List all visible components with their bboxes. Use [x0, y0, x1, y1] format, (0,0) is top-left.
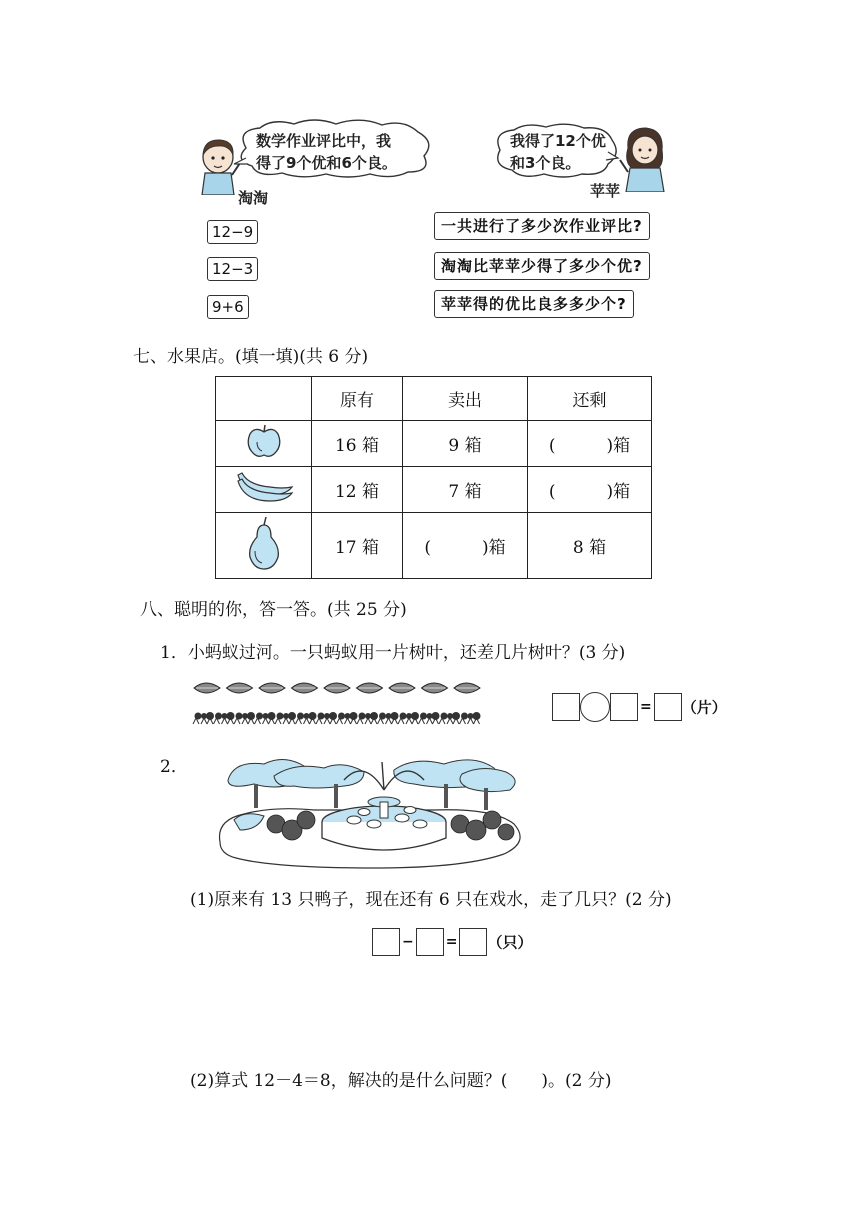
ant-leg [406, 718, 412, 724]
table-row [216, 467, 652, 513]
q2-1-answer-row [372, 928, 532, 956]
unit-label: （只） [487, 933, 533, 952]
ant-icon [419, 712, 440, 724]
ant-leg [222, 718, 228, 724]
answer-cell[interactable]: ( )箱 [528, 421, 652, 467]
table-header [216, 377, 312, 421]
ants-row [193, 712, 481, 724]
expression-box[interactable]: 9+6 [207, 295, 249, 319]
ant-leg [283, 718, 289, 724]
ant-leg [304, 718, 310, 724]
right-name: 苹苹 [590, 182, 621, 200]
section8-title: 八、聪明的你，答一答。(共 25 分) [140, 600, 407, 620]
ant-icon [296, 712, 317, 724]
question-box[interactable]: 苹苹得的优比良多多少个? [434, 290, 634, 318]
table-cell: 7 箱 [403, 467, 528, 513]
answer-box[interactable] [552, 693, 580, 721]
q1-answer-row [552, 692, 727, 722]
answer-box[interactable] [372, 928, 400, 956]
ant-icon [357, 712, 378, 724]
right-speech-line1: 我得了12个优 [510, 132, 606, 150]
ant-icon [234, 712, 255, 724]
minus-sign: − [402, 934, 414, 950]
left-speech-line2: 得了9个优和6个良。 [256, 154, 397, 172]
ant-icon [439, 712, 460, 724]
table-cell: 17 箱 [312, 513, 403, 579]
ant-icon [337, 712, 358, 724]
section7-title: 七、水果店。(填一填)(共 6 分) [133, 347, 369, 367]
left-speech-line1: 数学作业评比中，我 [256, 132, 392, 150]
answer-box[interactable] [654, 693, 682, 721]
unit-label: （片） [681, 698, 727, 717]
table-header: 还剩 [528, 377, 652, 421]
table-header: 原有 [312, 377, 403, 421]
table-row [216, 421, 652, 467]
ant-leg [427, 718, 433, 724]
table-cell: 16 箱 [312, 421, 403, 467]
banana-icon [216, 467, 312, 513]
ant-leg [365, 718, 371, 724]
question-box[interactable]: 一共进行了多少次作业评比? [434, 212, 650, 240]
left-name: 淘淘 [238, 189, 269, 207]
ant-leg [345, 718, 351, 724]
ant-icon [255, 712, 276, 724]
ant-leg [201, 718, 207, 724]
table-header: 卖出 [403, 377, 528, 421]
ant-leg [386, 718, 392, 724]
ant-leg [263, 718, 269, 724]
answer-cell[interactable]: ( )箱 [403, 513, 528, 579]
table-cell: 9 箱 [403, 421, 528, 467]
ant-icon [378, 712, 399, 724]
question-1: 1．小蚂蚁过河。一只蚂蚁用一片树叶，还差几片树叶？(3 分) [160, 643, 626, 663]
ant-icon [460, 712, 481, 724]
table-row [216, 513, 652, 579]
equals-sign: = [640, 699, 652, 715]
ant-icon [193, 712, 214, 724]
apple-icon [216, 421, 312, 467]
table-cell: 12 箱 [312, 467, 403, 513]
answer-box[interactable] [459, 928, 487, 956]
ant-icon [316, 712, 337, 724]
answer-box[interactable] [610, 693, 638, 721]
expression-box[interactable]: 12−3 [207, 257, 258, 281]
ant-icon [214, 712, 235, 724]
ant-leg [447, 718, 453, 724]
ant-icon [398, 712, 419, 724]
ant-leg [324, 718, 330, 724]
question-box[interactable]: 淘淘比苹苹少得了多少个优? [434, 252, 650, 280]
ant-leg [242, 718, 248, 724]
question-2-2: (2)算式 12－4＝8，解决的是什么问题？( )。(2 分) [190, 1071, 612, 1091]
pear-icon [216, 513, 312, 579]
right-speech-line2: 和3个良。 [510, 154, 581, 172]
question-2-1: (1)原来有 13 只鸭子，现在还有 6 只在戏水，走了几只？(2 分) [190, 890, 672, 910]
duck-pond-fountain-illustration [214, 750, 534, 870]
fruit-table [215, 376, 652, 579]
table-cell: 8 箱 [528, 513, 652, 579]
expression-box[interactable]: 12−9 [207, 220, 258, 244]
operator-circle[interactable] [580, 692, 610, 722]
equals-sign: = [445, 934, 458, 950]
leaves-and-ants-illustration [190, 680, 490, 730]
answer-cell[interactable]: ( )箱 [528, 467, 652, 513]
question-2-label: 2． [160, 757, 188, 777]
ant-leg [468, 718, 474, 724]
leaves-row [194, 683, 480, 693]
girl-pingping-icon [618, 124, 670, 192]
ant-icon [275, 712, 296, 724]
answer-box[interactable] [416, 928, 444, 956]
